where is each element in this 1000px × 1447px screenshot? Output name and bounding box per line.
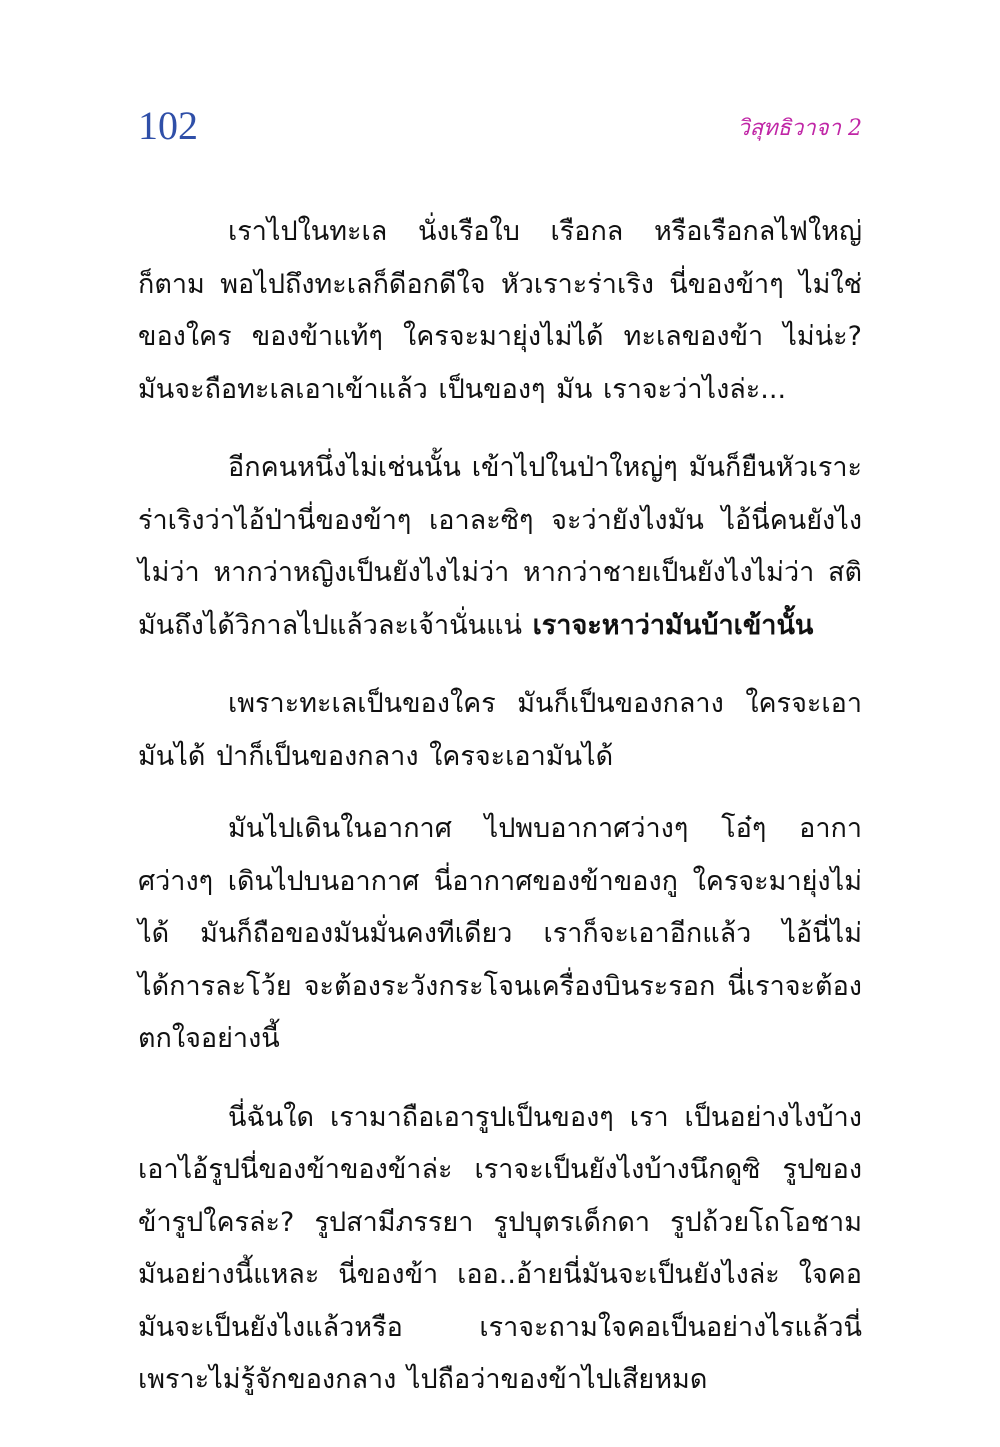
page-number: 102 [138,103,198,148]
paragraph-1 [138,206,862,416]
paragraph-1-text: เราไปในทะเล นั่งเรือใบ เรือกล หรือเรือกลไฟใหญ่ก็ตาม พอไปถึงทะเลก็ดีอกดีใจ หัวเราะร่าเริง นี่ของข้าๆ ไม่ใช่ของใคร ของข้าแท้ๆ ใครจะมายุ่งไม่ได้ ทะเลของข้า ไม่น่ะ? มันจะถือทะเลเอาเข้าแล้ว เป็นของๆ มัน เราจะว่าไงล่ะ... [138,216,862,405]
paragraph-3-text: เพราะทะเลเป็นของใคร มันก็เป็นของกลาง ใครจะเอามันได้ ป่าก็เป็นของกลาง ใครจะเอามันได้ [138,688,862,772]
paragraph-5 [138,1092,862,1407]
paragraph-2 [138,442,862,652]
paragraph-2-text: อีกคนหนึ่งไม่เช่นนั้น เข้าไปในป่าใหญ่ๆ มันก็ยืนหัวเราะร่าเริงว่าไอ้ป่านี่ของข้าๆ เอาละซิๆ จะว่ายังไงมัน ไอ้นี่คนยังไงไม่ว่า หากว่าหญิงเป็นยังไงไม่ว่า หากว่าชายเป็นยังไงไม่ว่า สติมันถึงได้วิกาลไปแล้วละเจ้านั่นแน่ [138,452,862,641]
running-title: วิสุทธิวาจา 2 [737,116,862,141]
paragraph-4 [138,803,862,1066]
paragraph-5-text: นี่ฉันใด เรามาถือเอารูปเป็นของๆ เรา เป็นอย่างไงบ้าง เอาไอ้รูปนี่ของข้าของข้าล่ะ เราจะเป็นยังไงบ้างนึกดูซิ รูปของข้ารูปใครล่ะ? รูปสามีภรรยา รูปบุตรเด็กดา รูปถ้วยโถโอชาม มันอย่างนี้แหละ นี่ของข้า เออ..อ้ายนี่มันจะเป็นยังไงล่ะ ใจคอมันจะเป็นยังไงแล้วหรือ เราจะถามใจคอเป็นอย่างไรแล้วนี่ เพราะไม่รู้จักของกลาง ไปถือว่าของข้าไปเสียหมด [138,1101,862,1395]
paragraph-4-text: มันไปเดินในอากาศ ไปพบอากาศว่างๆ โอ๋ๆ อากาศว่างๆ เดินไปบนอากาศ นี่อากาศของข้าของกู ใครจะมายุ่งไม่ได้ มันก็ถือของมันมั่นคงทีเดียว เราก็จะเอาอีกแล้ว ไอ้นี่ไม่ได้การละโว้ย จะต้องระวังกระโจนเครื่องบินระรอก นี่เราจะต้องตกใจอย่างนี้ [138,813,862,1054]
body-text [138,206,862,1433]
paragraph-2-bold-text: เราจะหาว่ามันบ้าเข้านั้น [532,609,814,641]
paragraph-3 [138,678,862,783]
